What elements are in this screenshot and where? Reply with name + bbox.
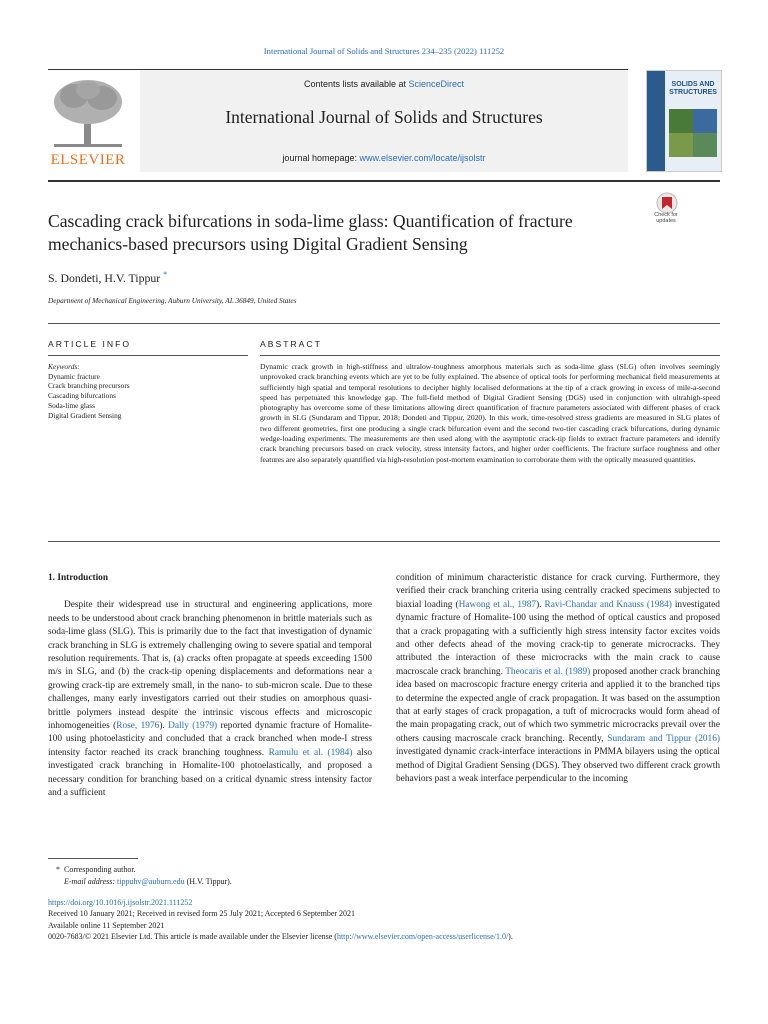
journal-homepage-link[interactable]: www.elsevier.com/locate/ijsolstr: [359, 153, 486, 163]
ref-dally-1979[interactable]: Dally (1979): [168, 721, 218, 732]
ref-ravi-chandar-1984[interactable]: Ravi-Chandar and Knauss (1984): [544, 599, 672, 610]
publication-info: [48, 897, 728, 942]
journal-citation[interactable]: International Journal of Solids and Structures 234–235 (2022) 111252: [263, 46, 505, 56]
email-note: E-mail address: tippuhv@auburn.edu (H.V. Tippur).: [64, 877, 232, 886]
keyword-item: Digital Gradient Sensing: [48, 410, 122, 420]
ref-theocaris-1989[interactable]: Theocaris et al. (1989): [505, 666, 591, 677]
license-link[interactable]: http://www.elsevier.com/open-access/userlicense/1.0/: [336, 931, 509, 941]
journal-title: International Journal of Solids and Structures: [225, 107, 543, 127]
article-title: Cascading crack bifurcations in soda-lime glass: Quantification of fracture mechanics-based precursors using Digital Gradient Sensing: [48, 211, 573, 254]
author-email-link[interactable]: tippuhv@auburn.edu: [117, 877, 185, 886]
footnotes: [48, 864, 232, 888]
article-info-rule: [48, 355, 248, 356]
header-rule-bottom: [48, 180, 720, 182]
abstract-rule-top: [260, 355, 720, 356]
section-heading-introduction: 1. Introduction: [48, 573, 109, 583]
license-line: 0020-7683/© 2021 Elsevier Ltd. This article is made available under the Elsevier license (http://www.elsevier.com/open-access/userlicense/1.0/).: [48, 931, 513, 941]
keywords-heading: Keywords:: [48, 362, 80, 371]
available-online-date: Available online 11 September 2021: [48, 920, 165, 930]
keyword-item: Crack branching precursors: [48, 381, 130, 391]
article-info-rule-top: [48, 323, 720, 324]
check-for-updates-label[interactable]: Check for updates: [654, 212, 678, 224]
corresponding-author-mark[interactable]: *: [163, 270, 168, 279]
ref-rose-1976[interactable]: Rose, 1976: [116, 721, 160, 732]
contents-line: [140, 79, 628, 89]
journal-cover-image: [646, 70, 722, 172]
ref-hawong-1987[interactable]: Hawong et al., 1987: [458, 599, 537, 610]
contents-prefix: Contents lists available at: [303, 79, 409, 89]
ref-sundaram-2016[interactable]: Sundaram and Tippur (2016): [607, 733, 720, 744]
homepage-line: [140, 153, 628, 163]
keyword-item: Soda-lime glass: [48, 400, 96, 410]
abstract-heading: ABSTRACT: [260, 339, 322, 349]
cover-title: SOLIDS AND STRUCTURES: [669, 81, 717, 96]
author-names: S. Dondeti, H.V. Tippur: [48, 270, 161, 285]
abstract-rule-bottom: [48, 541, 720, 542]
intro-paragraph-1: Despite their widespread use in structural and engineering applications, more needs to be understood about crack branching phenomenon in brittle materials such as soda-lime glass (SLG). This is primarily due to the fact that investigation of dynamic crack branching in SLG is extremely challenging owing to severe spatial and temporal resolution requirements. That is, (a) cracks often propagate at speeds exceeding 1500 m/s in SLG, and (b) the crack-tip opening displacements and deformations near a growing crack-tip are extremely small, in the nano- to sub-micron scale. Due to these challenges, many early investigators carried out their studies on amorphous quasi-brittle polymers instead despite the intrinsic viscous effects and microscopic inhomogeneities (Rose, 1976). Dally (1979) reported dynamic fracture of Homalite-100 using photoelasticity and concluded that a crack branched when mode-I stress intensity factor reached its crack branching toughness. Ramulu et al. (1984) also investigated crack branching in Homalite-100 photoelastically, and proposed a necessary condition for branching based on a critical dynamic stress intensity factor and a sufficient: [48, 600, 373, 799]
sciencedirect-link[interactable]: ScienceDirect: [408, 79, 465, 89]
article-info-heading: ARTICLE INFO: [48, 339, 132, 349]
elsevier-wordmark: ELSEVIER: [50, 152, 126, 168]
abstract-text: Dynamic crack growth in high-stiffness and ultralow-toughness amorphous materials such as soda-lime glass (SLG) often involves seemingly unprovoked crack branching events which are yet to be fully explained. The absence of optical tools for performing mechanical field measurements at sufficiently high spatial and temporal resolutions to decipher highly localised deformations at the tip of a crack growing in excess of mile-a-second speed has perpetuated this knowledge gap. The full-field method of Digital Gradient Sensing (DGS) used in conjunction with ultrahigh-speed photography has overcome some of these limitations allowing direct quantification of fracture parameters associated with different phases of crack growth in SLG (Sundaram and Tippur, 2018; Dondeti and Tippur, 2020). In this work, time-resolved stress gradients are measured in SLG plates of two different geometries, first one producing a single crack bifurcation event and the second two-tier cascading crack bifurcations, during dynamic wedge-loading experiments. The measurements are then used along with the asymptotic crack-tip fields to extract fracture parameters and identify crack branching precursors based on crack velocity, stress intensity factors, and higher order coefficients. The fracture surface roughness and other features are also separately quantified via high-resolution post-mortem examination to corroborate them with the optically measured quantities.: [260, 362, 720, 464]
doi-link[interactable]: https://doi.org/10.1016/j.ijsolstr.2021.111252: [48, 898, 193, 907]
homepage-prefix: journal homepage:: [282, 153, 360, 163]
affiliation: Department of Mechanical Engineering, Auburn University, AL 36849, United States: [48, 296, 297, 305]
corresponding-author-note: * Corresponding author.: [56, 865, 136, 874]
authors: [48, 270, 167, 286]
keyword-item: Cascading bifurcations: [48, 391, 116, 401]
received-dates: Received 10 January 2021; Received in revised form 25 July 2021; Accepted 6 September 2021: [48, 909, 356, 919]
intro-paragraph-continued: condition of minimum characteristic distance for crack curving. Furthermore, they verified their crack branching criteria using centrally cracked specimens subjected to biaxial loading (Hawong et al., 1987). Ravi-Chandar and Knauss (1984) investigated dynamic fracture of Homalite-100 using the method of optical caustics and proposed that a crack propagating with a sufficiently high stress intensity factor excites voids and other defects ahead of the moving crack-tip to generate microcracks. They attributed the interaction of these microcracks with the main crack to cause macroscale crack branching. Theocaris et al. (1989) proposed another crack branching idea based on macroscopic fracture energy criteria and applied it to the branched tips to determine the expected angle of crack propagation. It was based on the assumption that at early stages of crack propagation, a tuft of microcracks would form ahead of the main propagating crack, out of which two symmetric microcracks prevail over the others causing macroscale crack branching. Recently, Sundaram and Tippur (2016) investigated dynamic crack-interface interactions in PMMA bilayers using the optical method of Digital Gradient Sensing (DGS). They observed two different crack growth behaviors past a weak interface perpendicular to the incoming: [396, 573, 721, 785]
body-column-left: [48, 572, 372, 801]
footnote-rule: [48, 858, 138, 859]
ref-ramulu-1984[interactable]: Ramulu et al. (1984): [268, 747, 353, 758]
keyword-item: Dynamic fracture: [48, 371, 100, 381]
body-column-right: [396, 572, 720, 787]
keywords-list: [48, 362, 130, 420]
